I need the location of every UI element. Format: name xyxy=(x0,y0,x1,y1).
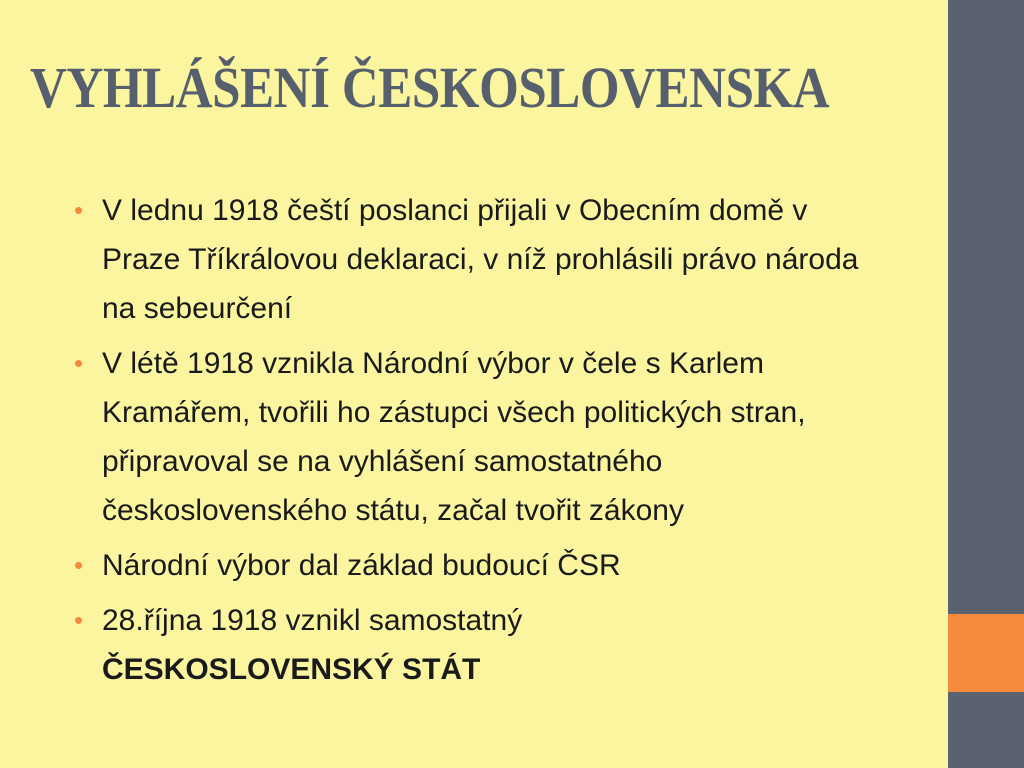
slide-title: VYHLÁŠENÍ ČESKOSLOVENSKA xyxy=(30,55,830,120)
bullet-strong-text: ČESKOSLOVENSKÝ STÁT xyxy=(102,653,481,686)
bullet-icon: • xyxy=(74,550,84,580)
bullet-icon: • xyxy=(74,195,84,225)
bullet-icon: • xyxy=(74,605,84,635)
bullet-text: V lednu 1918 čeští poslanci přijali v Obecním domě v Praze Tříkrálovou deklaraci, v níž prohlásili právo národa na sebeurčení xyxy=(102,194,859,325)
bullet-text: Národní výbor dal základ budoucí ČSR xyxy=(102,549,621,582)
bullet-icon: • xyxy=(74,348,84,378)
bullet-list xyxy=(72,186,892,700)
side-accent-decoration xyxy=(948,614,1024,692)
bullet-text: 28.října 1918 vznikl samostatný xyxy=(102,604,523,637)
bullet-item xyxy=(72,596,892,694)
bullet-text: V létě 1918 vznikla Národní výbor v čele s Karlem Kramářem, tvořili ho zástupci všech politických stran, připravoval se na vyhlášení samostatného československého státu, začal tvořit zákony xyxy=(102,347,806,527)
bullet-item xyxy=(72,339,892,535)
bullet-item xyxy=(72,541,892,590)
bullet-item xyxy=(72,186,892,333)
